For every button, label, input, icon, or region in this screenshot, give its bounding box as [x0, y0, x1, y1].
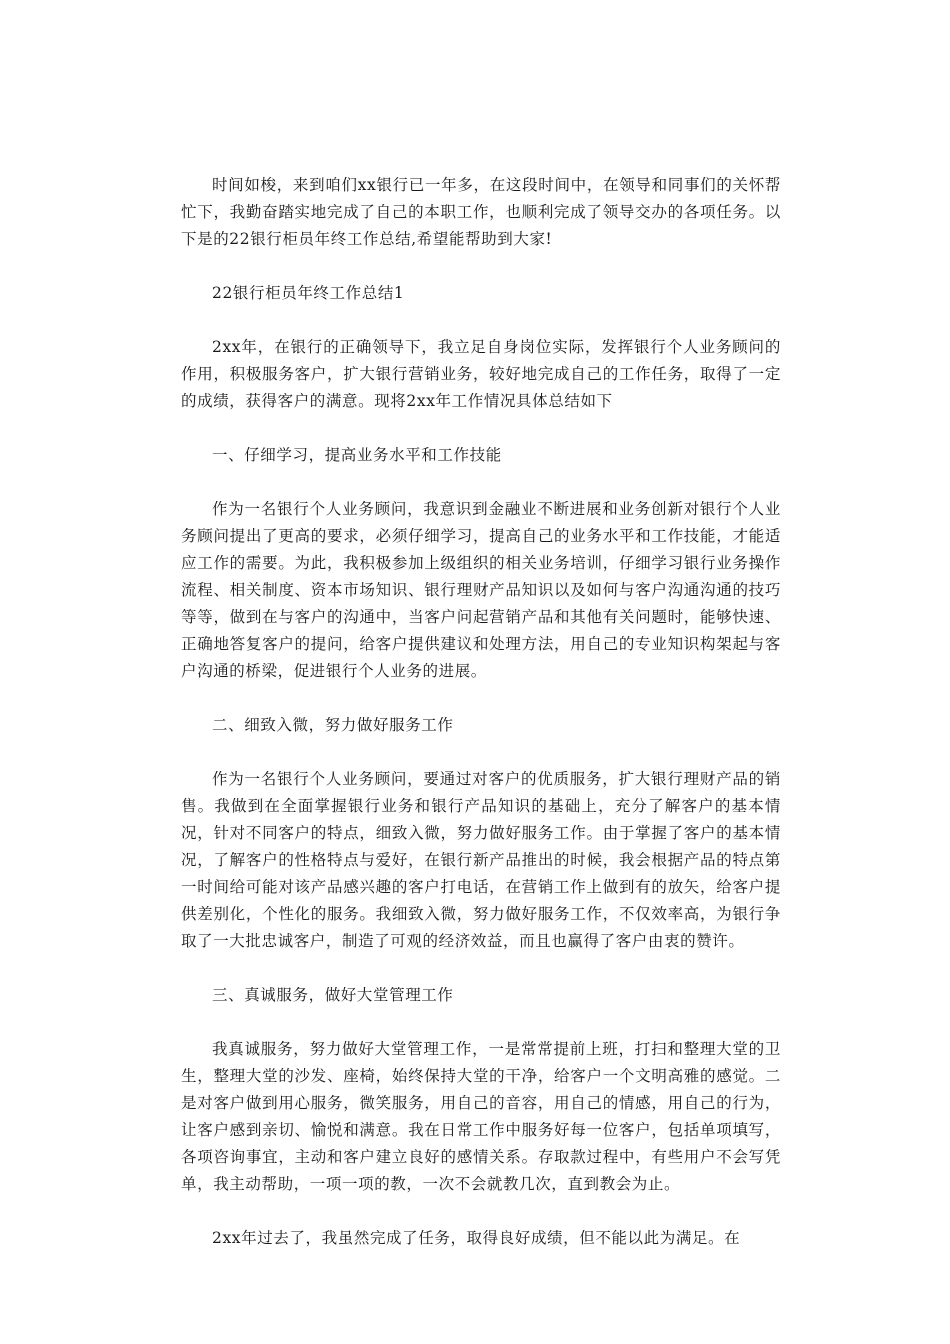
paragraph-lobby: 我真诚服务，努力做好大堂管理工作，一是常常提前上班，打扫和整理大堂的卫生，整理大堂的沙发、座椅，始终保持大堂的干净，给客户一个文明高雅的感觉。二是对客户做到用心服务，微笑服务，用自己的音容，用自己的情感，用自己的行为，让客户感到亲切、愉悦和满意。我在日常工作中服务好每一位客户，包括单项填写，各项咨询事宜，主动和客户建立良好的感情关系。存取款过程中，有些用户不会写凭单，我主动帮助，一项一项的教，一次不会就教几次，直到教会为止。: [181, 1040, 781, 1193]
heading-lobby: 三、真诚服务，做好大堂管理工作: [212, 986, 454, 1004]
paragraph-service: 作为一名银行个人业务顾问，要通过对客户的优质服务，扩大银行理财产品的销售。我做到在全面掌握银行业务和银行产品知识的基础上，充分了解客户的基本情况，针对不同客户的特点，细致入微，努力做好服务工作。由于掌握了客户的基本情况，了解客户的性格特点与爱好，在银行新产品推出的时候，我会根据产品的特点第一时间给可能对该产品感兴趣的客户打电话，在营销工作上做到有的放矢，给客户提供差别化，个性化的服务。我细致入微，努力做好服务工作，不仅效率高，为银行争取了一大批忠诚客户，制造了可观的经济效益，而且也赢得了客户由衷的赞许。: [181, 770, 781, 950]
document-body: [181, 172, 781, 1279]
paragraph-conclusion: 2xx年过去了，我虽然完成了任务，取得良好成绩，但不能以此为满足。在: [212, 1229, 741, 1247]
intro-paragraph: 时间如梭，来到咱们xx银行已一年多，在这段时间中，在领导和同事们的关怀帮忙下，我勤奋踏实地完成了自己的本职工作，也顺利完成了领导交办的各项任务。以下是的22银行柜员年终工作总结,希望能帮助到大家!: [181, 176, 781, 248]
section-title: 22银行柜员年终工作总结1: [212, 284, 405, 302]
paragraph-overview: 2xx年，在银行的正确领导下，我立足自身岗位实际，发挥银行个人业务顾问的作用，积极服务客户，扩大银行营销业务，较好地完成自己的工作任务，取得了一定的成绩，获得客户的满意。现将2xx年工作情况具体总结如下: [181, 338, 781, 410]
heading-study: 一、仔细学习，提高业务水平和工作技能: [212, 446, 502, 464]
heading-service: 二、细致入微，努力做好服务工作: [212, 716, 454, 734]
paragraph-study: 作为一名银行个人业务顾问，我意识到金融业不断进展和业务创新对银行个人业务顾问提出了更高的要求，必须仔细学习，提高自己的业务水平和工作技能，才能适应工作的需要。为此，我积极参加上级组织的相关业务培训，仔细学习银行业务操作流程、相关制度、资本市场知识、银行理财产品知识以及如何与客户沟通沟通的技巧等等，做到在与客户的沟通中，当客户问起营销产品和其他有关问题时，能够快速、正确地答复客户的提问，给客户提供建议和处理方法，用自己的专业知识构架起与客户沟通的桥梁，促进银行个人业务的进展。: [181, 500, 781, 680]
